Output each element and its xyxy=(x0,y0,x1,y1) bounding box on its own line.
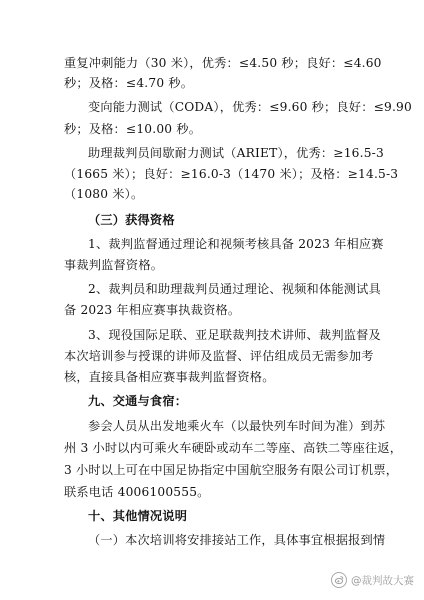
text-line: 州 3 小时以内可乘火车硬卧或动车二等座、高铁二等座往返， xyxy=(64,441,403,455)
text-line: 3、现役国际足联、亚足联裁判技术讲师、裁判监督及 xyxy=(88,328,381,342)
text-line: 2、裁判员和助理裁判员通过理论、视频和体能测试具 xyxy=(88,282,381,296)
text-line: （一）本次培训将安排接站工作，具体事宜根据报到情 xyxy=(88,533,386,547)
text-line: 变向能力测试（CODA），优秀：≤9.60 秒；良好：≤9.90 xyxy=(88,100,412,114)
text-line: 备 2023 年相应赛事执裁资格。 xyxy=(64,303,241,317)
section-heading: 九、交通与食宿： xyxy=(88,394,188,408)
text-line: 核，直接具备相应赛事裁判监督资格。 xyxy=(64,370,275,384)
section-heading: 十、其他情况说明 xyxy=(88,509,188,523)
text-line: 3 小时以上可在中国足协指定中国航空服务有限公司订机票， xyxy=(64,463,399,477)
text-line: （1080 米）。 xyxy=(64,187,144,201)
text-line: 助理裁判员间歇耐力测试（ARIET），优秀：≥16.5-3 xyxy=(88,146,384,160)
watermark xyxy=(331,572,414,588)
text-line: 1、裁判监督通过理论和视频考核具备 2023 年相应赛 xyxy=(88,237,384,251)
weibo-icon xyxy=(331,572,347,588)
text-line: 联系电话 4006100555。 xyxy=(64,485,210,499)
text-line: 重复冲刺能力（30 米），优秀：≤4.50 秒；良好：≤4.60 xyxy=(64,56,382,70)
text-line: 参会人员从出发地乘火车（以最快列车时间为准）到苏 xyxy=(88,419,386,433)
text-line: （1665 米）；良好：≥16.0-3（1470 米）；及格：≥14.5-3 xyxy=(64,167,399,181)
text-line: 秒；及格：≤10.00 秒。 xyxy=(64,122,202,136)
text-line: 事裁判监督资格。 xyxy=(64,258,164,272)
watermark-text: @裁判故大赛 xyxy=(351,574,414,587)
text-line: 秒；及格：≤4.70 秒。 xyxy=(64,76,194,90)
text-line: 本次培训参与授课的讲师及监督、评估组成员无需参加考 xyxy=(64,349,374,363)
section-heading: （三）获得资格 xyxy=(88,213,175,227)
